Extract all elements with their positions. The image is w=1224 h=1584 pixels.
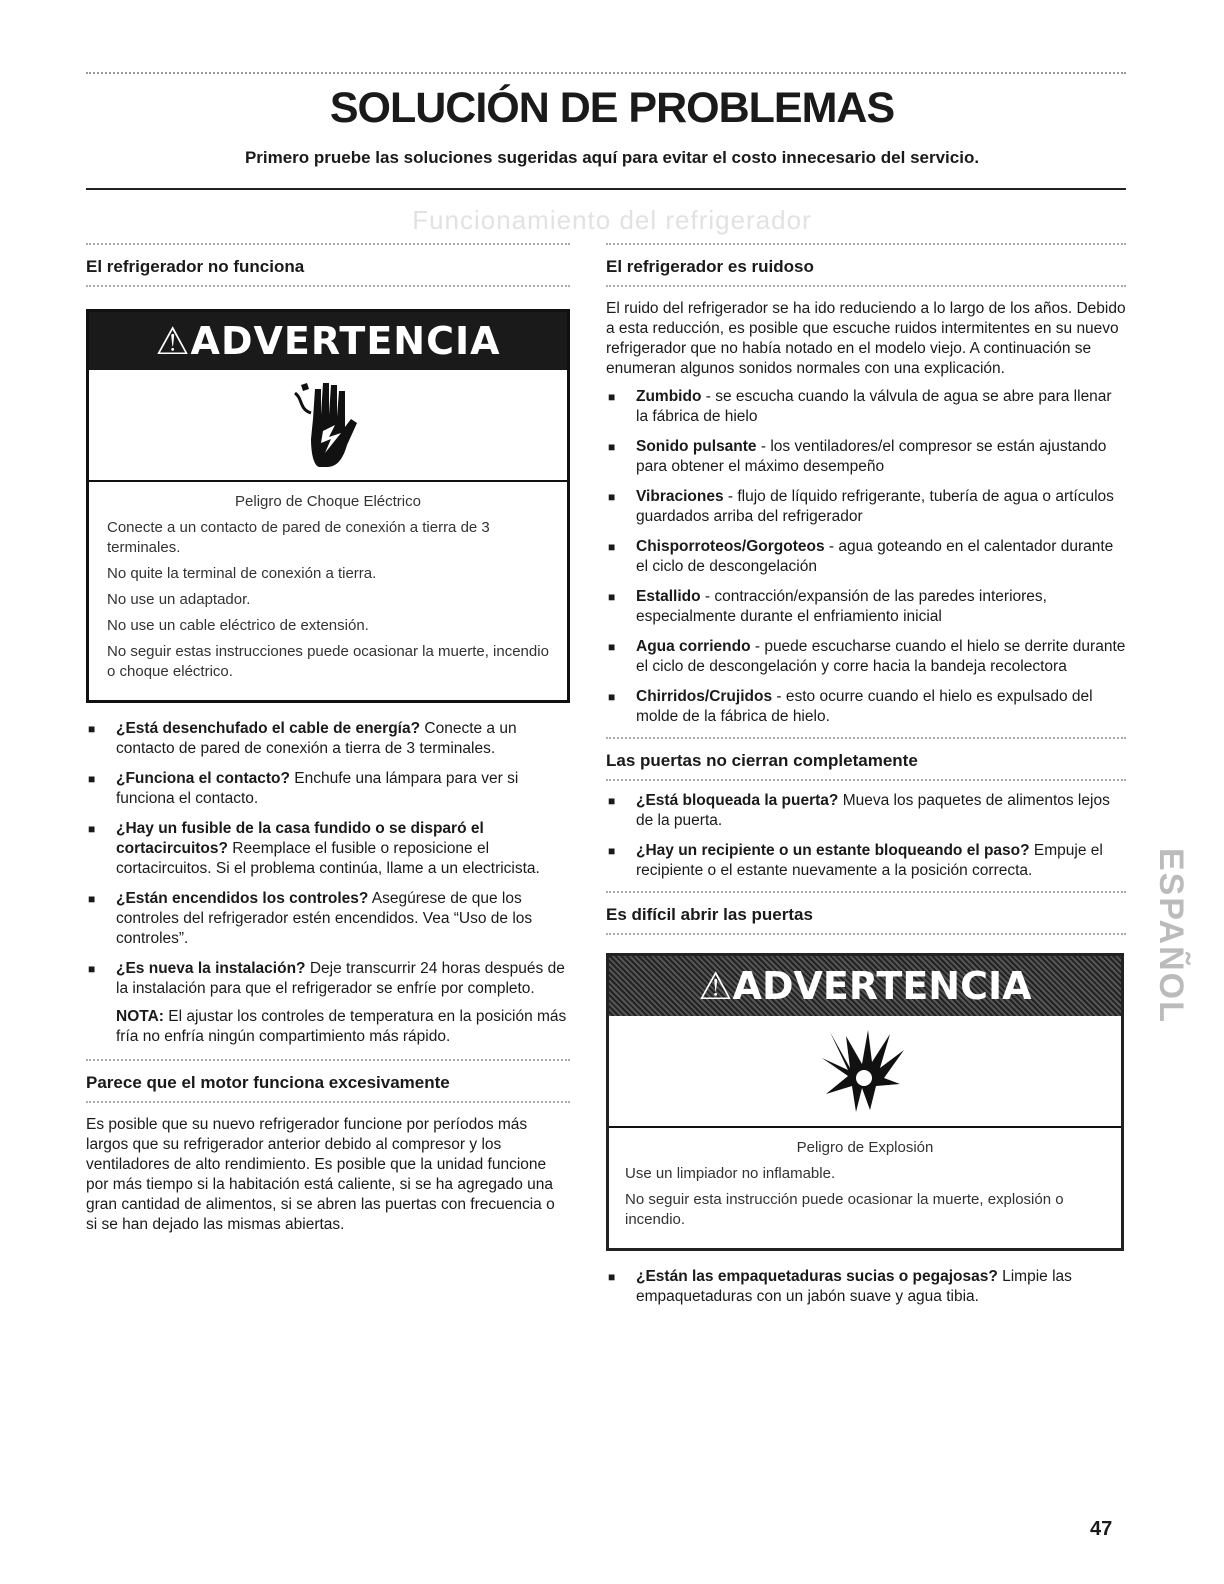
warning-line: Use un limpiador no inflamable. [625, 1165, 836, 1182]
warning-line: No use un cable eléctrico de extensión. [107, 617, 369, 634]
list-item: ■ Chisporroteos/Gorgoteos - agua goteando en el calentador durante el ciclo de descongelación [606, 537, 1126, 577]
warning-line: No seguir esta instrucción puede ocasionar la muerte, explosión o incendio. [625, 1191, 1064, 1228]
list-puertas [606, 791, 1126, 881]
list-item: ■ Chirridos/Crujidos - esto ocurre cuando el hielo es expulsado del molde de la fábrica de hielo. [606, 687, 1126, 727]
section-title: Funcionamiento del refrigerador [412, 205, 812, 235]
page-subtitle: Primero pruebe las soluciones sugeridas aquí para evitar el costo innecesario del servicio. [244, 148, 980, 167]
explosion-icon [609, 1016, 1121, 1128]
right-column [606, 243, 1126, 1317]
list-abrir [606, 1267, 1126, 1307]
list-item: ■ ¿Funciona el contacto? Enchufe una lámpara para ver si funciona el contacto. [86, 769, 570, 809]
list-item: ■ ¿Hay un fusible de la casa fundido o se disparó el cortacircuitos? Reemplace el fusible o reposicione el cortacircuitos. Si el problema continúa, llame a un electricista. [86, 819, 570, 879]
warning-box-shock [86, 309, 570, 703]
heading-abrir: Es difícil abrir las puertas [606, 891, 1126, 935]
list-item: ■ Estallido - contracción/expansión de las paredes interiores, especialmente durante el enfriamiento inicial [606, 587, 1126, 627]
header-rule [86, 188, 1126, 190]
hazard-label: Peligro de Explosión [796, 1139, 934, 1156]
warning-banner: ⚠ADVERTENCIA [89, 312, 567, 370]
warning-box-explosion [606, 953, 1124, 1251]
motor-text: Es posible que su nuevo refrigerador funcione por períodos más largos que su refrigerador anterior debido al compresor y los ventiladores de alto rendimiento. Es posible que la unidad funcione por más tiempo si la habitación está caliente, si se ha agregado una gran cantidad de alimentos, si se abren las puertas con frecuencia o si se han dejado las mismas abiertas. [86, 1116, 555, 1233]
heading-puertas: Las puertas no cierran completamente [606, 737, 1126, 781]
list-item: ■ Sonido pulsante - los ventiladores/el compresor se están ajustando para obtener el máximo desempeño [606, 437, 1126, 477]
list-item: ■ Agua corriendo - puede escucharse cuando el hielo se derrite durante el ciclo de descongelación y corre hacia la bandeja recolectora [606, 637, 1126, 677]
warning-line: No quite la terminal de conexión a tierra. [107, 565, 377, 582]
list-item: ■ Zumbido - se escucha cuando la válvula de agua se abre para llenar la fábrica de hielo [606, 387, 1126, 427]
heading-no-funciona: El refrigerador no funciona [86, 243, 570, 287]
hazard-label: Peligro de Choque Eléctrico [235, 493, 421, 510]
list-item: ■ ¿Están las empaquetaduras sucias o pegajosas? Limpie las empaquetaduras con un jabón suave y agua tibia. [606, 1267, 1126, 1307]
electric-shock-hand-icon [89, 370, 567, 482]
heading-ruidoso: El refrigerador es ruidoso [606, 243, 1126, 287]
page-title: SOLUCIÓN DE PROBLEMAS [329, 84, 895, 132]
heading-motor: Parece que el motor funciona excesivamente [86, 1059, 570, 1103]
list-item: ■ ¿Está desenchufado el cable de energía? Conecte a un contacto de pared de conexión a tierra de 3 terminales. [86, 719, 570, 759]
list-item: ■ ¿Están encendidos los controles? Asegúrese de que los controles del refrigerador estén encendidos. Vea “Uso de los controles”. [86, 889, 570, 949]
ruidoso-intro: El ruido del refrigerador se ha ido reduciendo a lo largo de los años. Debido a esta reducción, es posible que escuche ruidos intermitentes en su nuevo refrigerador que no había notado en el modelo viejo. A continuación se enumeran algunos sonidos normales con una explicación. [606, 300, 1126, 377]
warning-line: No use un adaptador. [107, 591, 251, 608]
nota-text: NOTA: El ajustar los controles de temperatura en la posición más fría no enfría ningún compartimiento más rápido. [116, 1008, 567, 1045]
warning-line: No seguir estas instrucciones puede ocasionar la muerte, incendio o choque eléctrico. [107, 643, 549, 680]
list-item: ■ ¿Hay un recipiente o un estante bloqueando el paso? Empuje el recipiente o el estante nuevamente a la posición correcta. [606, 841, 1126, 881]
list-item: ■ ¿Es nueva la instalación? Deje transcurrir 24 horas después de la instalación para que el refrigerador se enfríe por completo. [86, 959, 570, 999]
language-side-tab: ESPAÑOL [1152, 848, 1190, 1024]
left-column [86, 243, 570, 1235]
list-item: ■ ¿Está bloqueada la puerta? Mueva los paquetes de alimentos lejos de la puerta. [606, 791, 1126, 831]
warning-line: Conecte a un contacto de pared de conexión a tierra de 3 terminales. [107, 519, 490, 556]
list-item: ■ Vibraciones - flujo de líquido refrigerante, tubería de agua o artículos guardados arriba del refrigerador [606, 487, 1126, 527]
list-ruidoso [606, 387, 1126, 727]
warning-banner: ⚠ADVERTENCIA [609, 956, 1121, 1016]
page-number: 47 [1090, 1518, 1113, 1540]
top-dotted-rule [86, 72, 1126, 74]
list-no-funciona [86, 719, 570, 999]
